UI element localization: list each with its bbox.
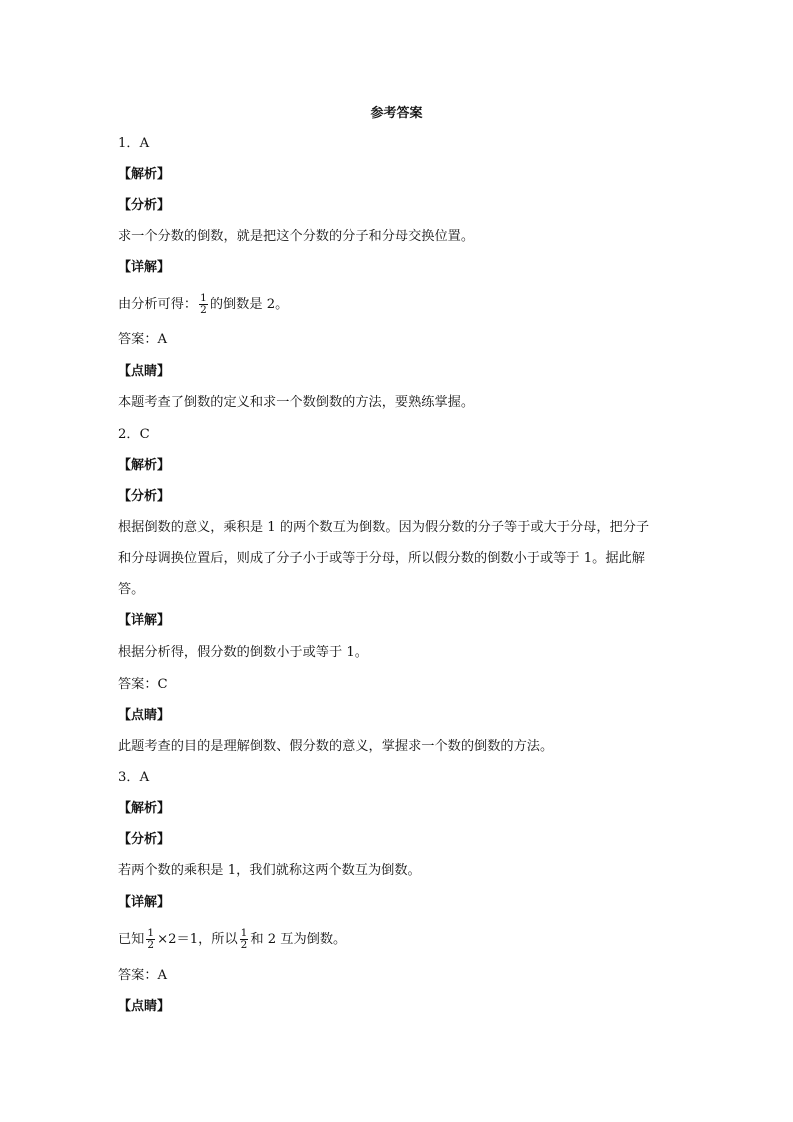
q1-dianjing-heading: 【点睛】 bbox=[118, 364, 171, 379]
q2-analysis-line-2: 和分母调换位置后，则成了分子小于或等于分母，所以假分数的倒数小于或等于 1。据此解 bbox=[118, 551, 645, 566]
q3-fenxi-heading: 【分析】 bbox=[118, 832, 171, 847]
q1-xiangjie-heading: 【详解】 bbox=[118, 260, 171, 275]
q3-fraction-2-numerator: 1 bbox=[240, 927, 248, 939]
q2-answer: 答案：C bbox=[118, 677, 168, 692]
q2-analysis-line-1: 根据倒数的意义，乘积是 1 的两个数互为倒数。因为假分数的分子等于或大于分母，把分子 bbox=[118, 520, 650, 535]
q3-detail-prefix: 已知 bbox=[118, 932, 145, 947]
q3-fraction-1-denominator: 2 bbox=[147, 939, 155, 951]
q2-xiangjie-heading: 【详解】 bbox=[118, 613, 171, 628]
q3-fraction-1 bbox=[146, 928, 155, 951]
q3-answer-line: 3．A bbox=[118, 770, 150, 785]
q2-fenxi-heading: 【分析】 bbox=[118, 489, 171, 504]
q1-comment: 本题考查了倒数的定义和求一个数倒数的方法，要熟练掌握。 bbox=[118, 395, 475, 410]
q1-analysis: 求一个分数的倒数，就是把这个分数的分子和分母交换位置。 bbox=[118, 229, 475, 244]
q1-fraction-numerator: 1 bbox=[200, 292, 207, 304]
q1-detail bbox=[118, 293, 288, 316]
q3-answer: 答案：A bbox=[118, 968, 168, 983]
q1-answer-line: 1．A bbox=[118, 136, 150, 151]
q3-fraction-2 bbox=[240, 928, 249, 951]
q3-detail-mid: ×2＝1，所以 bbox=[157, 932, 238, 947]
q3-analysis: 若两个数的乘积是 1，我们就称这两个数互为倒数。 bbox=[118, 863, 421, 878]
q1-answer: 答案：A bbox=[118, 332, 168, 347]
q3-jiexi-heading: 【解析】 bbox=[118, 801, 171, 816]
q3-xiangjie-heading: 【详解】 bbox=[118, 895, 171, 910]
q2-comment: 此题考查的目的是理解倒数、假分数的意义，掌握求一个数的倒数的方法。 bbox=[118, 739, 554, 754]
q1-jiexi-heading: 【解析】 bbox=[118, 167, 171, 182]
q2-answer-line: 2．C bbox=[118, 427, 150, 442]
q2-detail: 根据分析得，假分数的倒数小于或等于 1。 bbox=[118, 645, 368, 660]
q1-fraction bbox=[199, 293, 208, 316]
q3-fraction-1-numerator: 1 bbox=[147, 927, 155, 939]
q3-fraction-2-denominator: 2 bbox=[240, 939, 248, 951]
page-title: 参考答案 bbox=[370, 106, 423, 121]
q2-dianjing-heading: 【点睛】 bbox=[118, 708, 171, 723]
q2-jiexi-heading: 【解析】 bbox=[118, 458, 171, 473]
q3-detail bbox=[118, 928, 346, 951]
q3-dianjing-heading: 【点睛】 bbox=[118, 999, 171, 1014]
q1-fenxi-heading: 【分析】 bbox=[118, 198, 171, 213]
q2-analysis-line-3: 答。 bbox=[118, 582, 145, 597]
q1-detail-suffix: 的倒数是 2。 bbox=[209, 297, 289, 312]
q1-fraction-denominator: 2 bbox=[200, 304, 207, 316]
q3-detail-suffix: 和 2 互为倒数。 bbox=[250, 932, 347, 947]
q1-detail-prefix: 由分析可得： bbox=[118, 297, 198, 312]
